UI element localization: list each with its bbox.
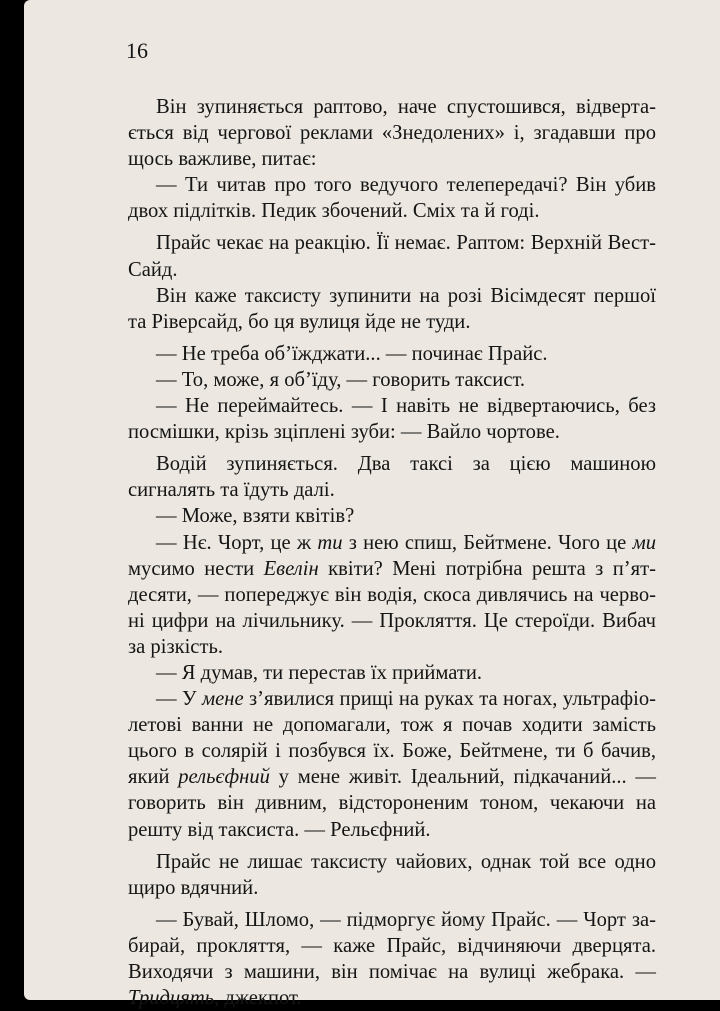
paragraph xyxy=(128,660,656,686)
text-run: Прайс не лишає таксисту чайових, однак той все одно щиро вдячний. xyxy=(128,850,656,899)
text-run: — Може, взяти квітів? xyxy=(156,505,355,528)
text-run: квіти? Мені потрібна решта з п’ятдесяти, — попереджує він водія, скоса дивлячись на червоні цифри на лічильнику. — Прокляття. Це стероїди. Вибач за різкість. xyxy=(128,557,656,658)
text-run: з’явилися прищі на руках та ногах, ультрафіолетові ванни не допомагали, тож я почав ходити замість цього в солярій і позбувся їх. Боже, Бейтмене, ти б бачив, який xyxy=(128,688,656,789)
text-run: — Не переймайтесь. — І навіть не відвертаючись, без посмішки, крізь зціплені зуби: — Вайло чортове. xyxy=(128,395,656,444)
text-run: Він каже таксисту зупинити на розі Вісімдесят першої та Ріверсайд, бо ця вулиця йде не туди. xyxy=(128,284,656,333)
italic-text-run: ми xyxy=(632,531,657,554)
paragraph xyxy=(128,94,656,172)
paragraph xyxy=(128,393,656,445)
paragraph xyxy=(128,283,656,335)
paragraph xyxy=(128,686,656,843)
text-run: — У xyxy=(156,688,202,711)
text-run: Водій зупиняється. Два таксі за цією машиною сигналять та їдуть далі. xyxy=(128,453,656,502)
text-run: — Я думав, ти перестав їх приймати. xyxy=(156,661,483,684)
paragraph xyxy=(128,503,656,529)
paragraph xyxy=(128,230,656,282)
text-run: Прайс чекає на реакцію. Її немає. Раптом: Верхній Вест-Сайд. xyxy=(128,232,656,281)
text-run: — Ти читав про того ведучого телепередачі? Він убив двох підлітків. Педик збочений. Сміх та й годі. xyxy=(128,174,656,223)
page-number: 16 xyxy=(126,38,148,63)
paragraph xyxy=(128,451,656,503)
text-run: Він зупиняється раптово, наче спустошився, відвертається від чергової реклами «Знедолених» і, згадавши про щось важливе, питає: xyxy=(128,96,656,171)
paragraph xyxy=(128,367,656,393)
text-run: — Бувай, Шломо, — підморгує йому Прайс. — Чорт забирай, прокляття, — каже Прайс, відчиняючи дверцята. Виходячи з машини, він помічає на вулиці жебрака. — xyxy=(128,908,656,983)
italic-text-run: ти xyxy=(317,531,343,554)
italic-text-run: рельєфний xyxy=(178,766,270,789)
text-run: — Не треба об’їжджати... — починає Прайс. xyxy=(156,342,548,365)
text-run: у мене живіт. Ідеальний, підкачаний... — говорить він дивним, відстороненим тоном, чекаючи на решту від таксиста. — Рельєфний. xyxy=(128,766,656,841)
paragraph xyxy=(128,341,656,367)
text-run: мусимо нести xyxy=(128,557,264,580)
paragraph xyxy=(128,172,656,224)
italic-text-run: Евелін xyxy=(263,557,319,580)
paragraph xyxy=(128,849,656,901)
text-run: з нею спиш, Бейтмене. Чого це xyxy=(342,531,633,554)
body-text xyxy=(128,94,656,1011)
italic-text-run: мене xyxy=(201,688,244,711)
text-run: — То, може, я об’їду, — говорить таксист. xyxy=(156,368,526,391)
paragraph xyxy=(128,530,656,660)
book-page xyxy=(24,0,720,1010)
paragraph xyxy=(128,907,656,1011)
text-run: — Нє. Чорт, це ж xyxy=(156,531,318,554)
italic-text-run: Тридцять xyxy=(128,987,215,1010)
text-run: , джекпот. xyxy=(214,987,302,1010)
